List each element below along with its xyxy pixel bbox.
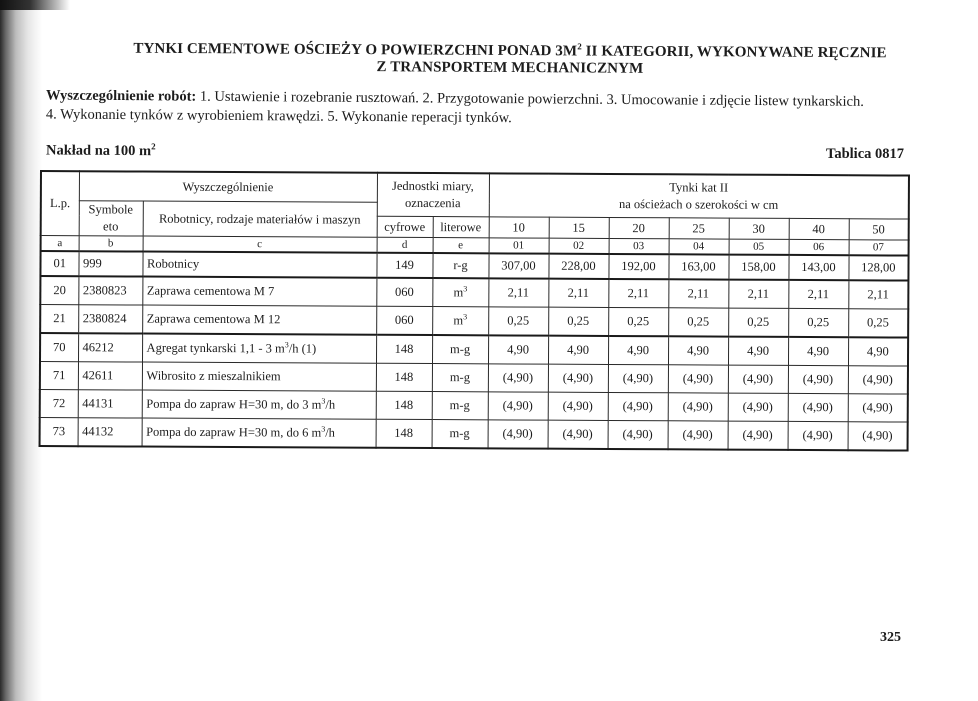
row-lp: 71 <box>40 362 78 390</box>
row-symbol: 999 <box>78 251 142 276</box>
row-name <box>142 334 376 364</box>
row-value: 143,00 <box>788 255 848 280</box>
book-spine-shadow <box>0 0 42 701</box>
row-name-superscript: 3 <box>321 396 326 406</box>
header-lp: L.p. <box>41 171 79 236</box>
row-name-text: Robotnicy <box>146 256 200 271</box>
row-symbol: 2380824 <box>78 305 142 334</box>
row-lp: 20 <box>40 276 78 305</box>
row-unit-letter <box>432 335 488 364</box>
row-name-tail: /h (1) <box>288 341 317 357</box>
row-value: 0,25 <box>548 307 608 336</box>
row-value: (4,90) <box>668 393 728 421</box>
row-value: 2,11 <box>488 278 548 307</box>
row-value: 2,11 <box>668 279 728 308</box>
header-width-10: 10 <box>489 217 549 238</box>
row-name-superscript: 3 <box>284 340 289 350</box>
header-symbole: Symbole eto <box>79 201 143 236</box>
row-value: (4,90) <box>788 421 848 450</box>
row-value: 4,90 <box>608 336 668 365</box>
row-unit-code: 148 <box>376 335 432 364</box>
row-name-text: Pompa do zapraw H=30 m, do 3 m <box>146 397 322 413</box>
row-value: 228,00 <box>548 254 608 279</box>
row-lp: 73 <box>40 418 78 447</box>
header-robotnicy: Robotnicy, rodzaje materiałów i maszyn <box>143 201 377 237</box>
row-value: (4,90) <box>728 421 788 450</box>
row-unit-superscript: 3 <box>463 312 468 322</box>
row-value: (4,90) <box>488 420 548 449</box>
title-line-1: TYNKI CEMENTOWE OŚCIEŻY O POWIERZCHNI PONAD 3M <box>133 40 578 60</box>
spec-text-1: 1. Ustawienie i rozebranie rusztowań. 2. Przygotowanie powierzchni. 3. Umocowanie i zdjęcie listew tynkarskich. <box>196 88 864 110</box>
header-width-30: 30 <box>729 218 789 239</box>
page-corner-shadow <box>0 0 70 10</box>
row-value: (4,90) <box>608 392 668 420</box>
row-unit-code: 148 <box>376 363 432 391</box>
row-unit-letter <box>432 253 488 278</box>
row-name-superscript: 3 <box>321 424 326 434</box>
row-symbol: 44131 <box>78 390 142 418</box>
row-value: (4,90) <box>488 392 548 420</box>
row-value: (4,90) <box>788 393 848 421</box>
row-value: (4,90) <box>548 420 608 449</box>
norm-table <box>38 170 908 493</box>
row-lp: 21 <box>40 305 78 334</box>
header-cyfrowe: cyfrowe <box>377 216 433 237</box>
row-unit-code: 060 <box>376 306 432 335</box>
row-value: 0,25 <box>848 309 908 338</box>
column-code: 02 <box>549 238 609 254</box>
column-code: 07 <box>849 240 909 256</box>
row-value: 2,11 <box>788 280 848 309</box>
row-name-tail: /h <box>325 398 336 413</box>
table-row <box>40 333 908 366</box>
spec-label: Wyszczególnienie robót: <box>46 87 197 105</box>
row-value: (4,90) <box>488 364 548 392</box>
header-literowe: literowe <box>433 217 489 238</box>
table-row <box>40 305 908 338</box>
row-name <box>142 418 376 448</box>
header-tynki-line-2: na ościeżach o szerokości w cm <box>618 197 779 212</box>
row-unit-letter-text: m-g <box>449 370 471 385</box>
row-name <box>142 362 376 391</box>
header-width-15: 15 <box>549 217 609 238</box>
row-unit-letter-text: m-g <box>449 342 471 357</box>
row-value: 0,25 <box>728 308 788 337</box>
header-jednostki: Jednostki miary, oznaczenia <box>377 173 489 217</box>
column-code: e <box>433 238 489 254</box>
row-value: 158,00 <box>728 255 788 280</box>
column-code: 06 <box>789 239 849 255</box>
row-value: (4,90) <box>668 365 728 393</box>
row-unit-letter <box>432 392 488 420</box>
row-value: 0,25 <box>488 307 548 336</box>
row-name <box>142 277 376 307</box>
row-value: 2,11 <box>728 280 788 309</box>
row-value: (4,90) <box>848 366 908 394</box>
table-row <box>40 390 908 423</box>
row-value: 307,00 <box>488 253 548 278</box>
row-value: 2,11 <box>848 280 908 309</box>
row-unit-letter <box>432 278 488 307</box>
work-specification <box>46 86 946 131</box>
table-row <box>40 362 908 395</box>
row-value: 2,11 <box>608 279 668 308</box>
row-name <box>142 305 376 335</box>
header-width-40: 40 <box>789 218 849 239</box>
column-code: 01 <box>489 238 549 254</box>
row-lp: 01 <box>40 251 78 276</box>
row-value: 4,90 <box>548 336 608 365</box>
row-unit-code: 060 <box>376 278 432 307</box>
row-lp: 72 <box>40 390 78 418</box>
norm-table-grid <box>39 170 911 452</box>
row-unit-letter <box>432 364 488 392</box>
column-code: a <box>41 236 79 252</box>
row-unit-letter-text: m <box>453 313 464 328</box>
row-value: (4,90) <box>548 392 608 420</box>
row-value: 4,90 <box>848 337 908 366</box>
row-symbol: 46212 <box>78 333 142 362</box>
page-number: 325 <box>880 630 901 645</box>
page-title <box>40 35 978 80</box>
title-line-2: Z TRANSPORTEM MECHANICZNYM <box>376 59 644 77</box>
column-code: 05 <box>729 239 789 255</box>
row-value: (4,90) <box>848 422 908 451</box>
spec-text-2: 4. Wykonanie tynków z wyrobieniem krawędzi. 5. Wykonanie reperacji tynków. <box>45 106 512 127</box>
naklad-text: Nakład na 100 m <box>45 142 152 160</box>
header-width-50: 50 <box>849 219 909 240</box>
row-value: (4,90) <box>668 421 728 450</box>
row-unit-letter-text: m-g <box>449 398 470 413</box>
row-value: 192,00 <box>608 254 668 279</box>
row-value: 0,25 <box>668 308 728 337</box>
row-value: (4,90) <box>608 420 668 449</box>
row-lp: 70 <box>40 333 78 362</box>
table-row <box>40 276 908 309</box>
column-code: b <box>79 236 143 252</box>
row-symbol: 44132 <box>78 418 142 447</box>
row-symbol: 2380823 <box>78 276 142 305</box>
naklad-superscript: 2 <box>151 141 156 152</box>
row-value: 2,11 <box>548 279 608 308</box>
row-value: (4,90) <box>548 364 608 392</box>
row-value: 0,25 <box>608 307 668 336</box>
row-value: (4,90) <box>608 364 668 392</box>
row-name-text: Zaprawa cementowa M 12 <box>146 311 281 327</box>
row-value: 4,90 <box>668 336 728 365</box>
row-unit-letter-text: m-g <box>449 426 470 441</box>
column-code: 04 <box>669 239 729 255</box>
row-name-text: Agregat tynkarski 1,1 - 3 m <box>146 341 285 356</box>
row-unit-letter <box>432 420 488 449</box>
column-code: 03 <box>609 238 669 254</box>
row-value: 4,90 <box>728 337 788 366</box>
table-number: Tablica 0817 <box>826 146 905 162</box>
row-name <box>142 252 376 278</box>
row-unit-letter-text: m <box>453 285 464 300</box>
row-symbol: 42611 <box>78 362 142 390</box>
row-value: (4,90) <box>728 365 788 393</box>
header-width-20: 20 <box>609 217 669 238</box>
column-code: c <box>143 236 377 253</box>
row-unit-code: 149 <box>376 253 432 278</box>
row-value: 163,00 <box>668 254 728 279</box>
row-name <box>142 390 376 419</box>
column-code: d <box>377 237 433 253</box>
header-tynki <box>489 173 909 219</box>
row-value: 128,00 <box>848 255 908 280</box>
row-name-text: Zaprawa cementowa M 7 <box>146 283 275 299</box>
table-row <box>40 418 908 451</box>
row-value: 0,25 <box>788 308 848 337</box>
title-line-1-tail: II KATEGORII, WYKONYWANE RĘCZNIE <box>585 43 887 62</box>
header-width-25: 25 <box>669 218 729 239</box>
row-value: (4,90) <box>728 393 788 421</box>
row-name-tail: /h <box>325 426 335 441</box>
row-unit-superscript: 3 <box>463 284 468 294</box>
row-unit-code: 148 <box>376 419 432 448</box>
row-value: 4,90 <box>788 337 848 366</box>
row-unit-letter <box>432 307 488 336</box>
row-unit-letter-text: r-g <box>453 258 468 273</box>
row-value: (4,90) <box>848 394 908 422</box>
header-tynki-line-1: Tynki kat II <box>669 180 729 195</box>
title-superscript: 2 <box>577 41 582 52</box>
row-unit-code: 148 <box>376 391 432 419</box>
row-value: 4,90 <box>488 335 548 364</box>
row-name-text: Pompa do zapraw H=30 m, do 6 m <box>146 425 322 441</box>
row-name-text: Wibrosito z mieszalnikiem <box>146 368 281 384</box>
expenditure-label <box>46 141 156 161</box>
header-wyszczegolnienie: Wyszczególnienie <box>79 171 377 202</box>
row-value: (4,90) <box>788 365 848 393</box>
